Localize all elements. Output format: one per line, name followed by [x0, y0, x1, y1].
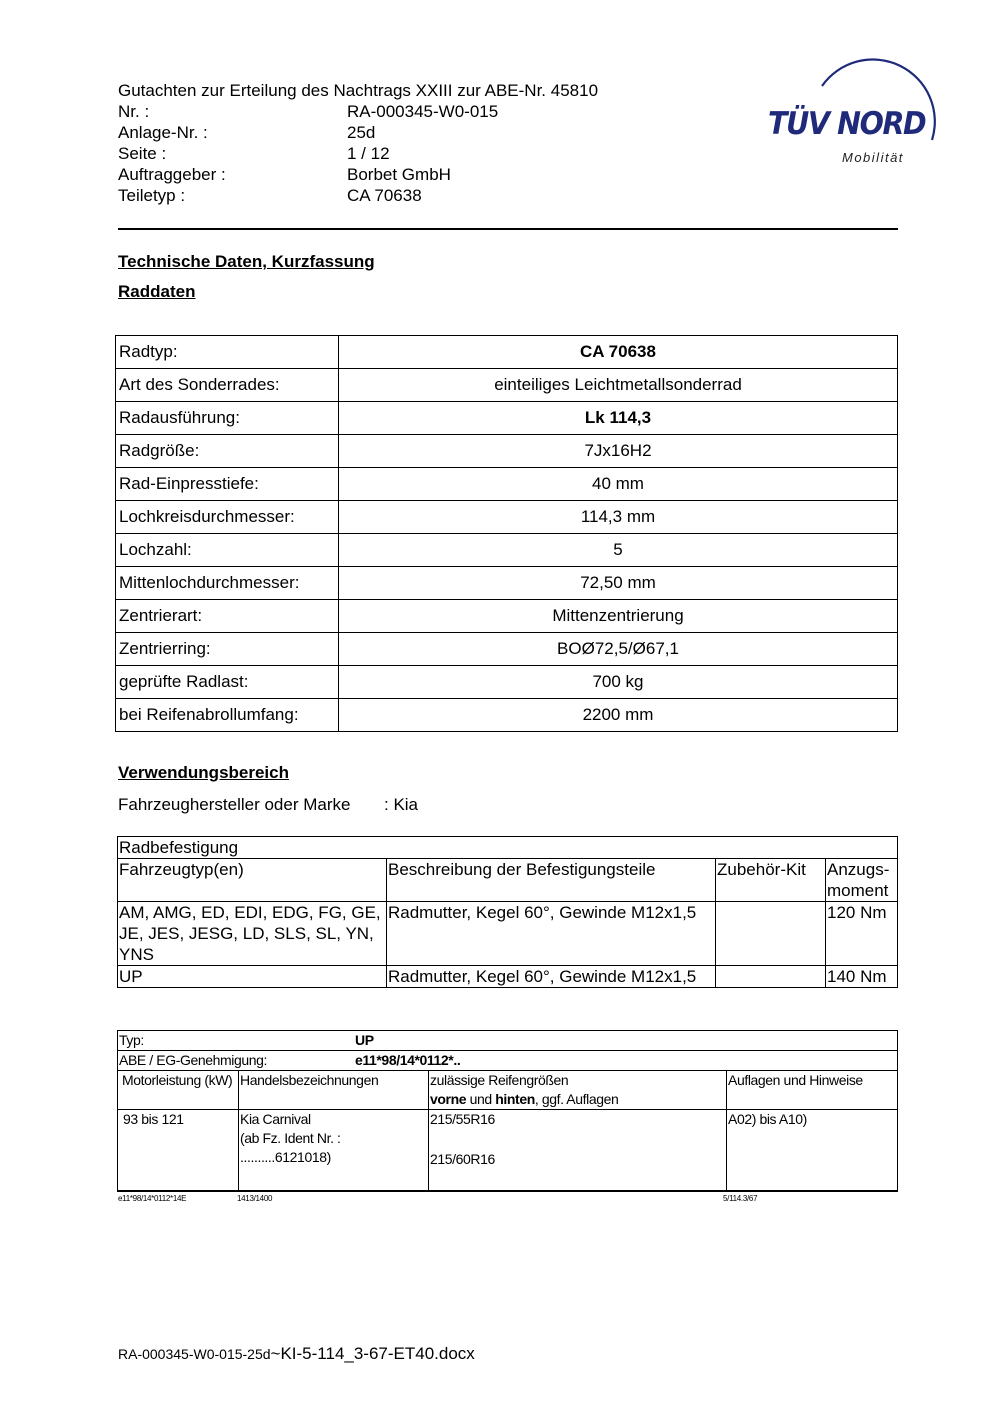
column-header: Anzugs-moment: [826, 859, 898, 902]
header-value: 1 / 12: [347, 144, 390, 163]
footer-filename: ~KI-5-114_3-67-ET40.docx: [270, 1344, 475, 1363]
table-footnote: 5/114.3/67: [723, 1194, 758, 1203]
row-label: bei Reifenabrollumfang:: [116, 699, 339, 732]
cell-kit: [716, 966, 826, 988]
row-label: geprüfte Radlast:: [116, 666, 339, 699]
cell-power: 93 bis 121: [118, 1110, 239, 1192]
maker-value: : Kia: [384, 795, 419, 814]
tyre-spacer: [430, 1129, 725, 1150]
table-footnote: 1413/1400: [237, 1194, 273, 1203]
table-row: [116, 633, 898, 666]
tyre-size: 215/60R16: [430, 1151, 495, 1167]
row-value: BOØ72,5/Ø67,1: [339, 633, 898, 666]
cell-names: [239, 1110, 429, 1192]
row-value: 40 mm: [339, 468, 898, 501]
header-key: Seite :: [118, 144, 167, 163]
footer-doc-id: RA-000345-W0-015-25d: [118, 1346, 271, 1362]
column-header: Auflagen und Hinweise: [727, 1071, 898, 1110]
tyres-sub-front: vorne: [430, 1091, 467, 1107]
row-value: 7Jx16H2: [339, 435, 898, 468]
tyres-sub-note: , ggf. Auflagen: [534, 1091, 619, 1107]
cell-desc: Radmutter, Kegel 60°, Gewinde M12x1,5: [387, 902, 716, 966]
table-row: [116, 435, 898, 468]
name-line: ..........6121018): [240, 1149, 331, 1165]
table-row: [116, 534, 898, 567]
tyre-size: 215/55R16: [430, 1111, 495, 1127]
row-label: Art des Sonderrades:: [116, 369, 339, 402]
table-row: [116, 369, 898, 402]
table-row: [116, 501, 898, 534]
typ-table: [117, 1030, 898, 1192]
maker-label: Fahrzeughersteller oder Marke: [118, 795, 351, 814]
tyres-header: zulässige Reifengrößen: [430, 1072, 569, 1088]
column-header-tyres: [429, 1071, 727, 1110]
header-key: Anlage-Nr. :: [118, 123, 208, 142]
table-row: [118, 1051, 898, 1071]
cell-torque: 120 Nm: [826, 902, 898, 966]
typ-line: [118, 1031, 898, 1051]
header-divider: [118, 228, 898, 230]
row-value: 700 kg: [339, 666, 898, 699]
row-value: 114,3 mm: [339, 501, 898, 534]
row-value: einteiliges Leichtmetallsonderrad: [339, 369, 898, 402]
table-row: [116, 699, 898, 732]
typ-value: UP: [355, 1032, 374, 1048]
logo-brand: TÜV NORD: [768, 106, 926, 142]
row-label: Lochkreisdurchmesser:: [116, 501, 339, 534]
table-row: [118, 902, 898, 966]
table-row: [116, 567, 898, 600]
table-row: [116, 666, 898, 699]
row-label: Mittenlochdurchmesser:: [116, 567, 339, 600]
cell-kit: [716, 902, 826, 966]
column-header: Beschreibung der Befestigungsteile: [387, 859, 716, 902]
table-row: [116, 468, 898, 501]
maker-line: [118, 795, 419, 815]
table-row: [118, 837, 898, 859]
cell-notes: A02) bis A10): [727, 1110, 898, 1192]
header-key: Teiletyp :: [118, 186, 186, 205]
header-value: 25d: [347, 123, 376, 142]
column-header: Handelsbezeichnungen: [239, 1071, 429, 1110]
report-title: Gutachten zur Erteilung des Nachtrags XXIII zur ABE-Nr. 45810: [118, 81, 599, 100]
name-line: (ab Fz. Ident Nr. :: [240, 1130, 341, 1146]
header-key: Auftraggeber :: [118, 165, 226, 184]
section-title-verwendung: Verwendungsbereich: [118, 763, 289, 782]
row-value: 72,50 mm: [339, 567, 898, 600]
logo-subtitle: Mobilität: [842, 150, 904, 165]
table-title: Radbefestigung: [118, 837, 898, 859]
table-row: [116, 402, 898, 435]
row-value: Lk 114,3: [339, 402, 898, 435]
raddaten-table: [115, 335, 898, 732]
tyres-sub-and: und: [466, 1091, 496, 1107]
header-value: RA-000345-W0-015: [347, 102, 499, 121]
row-label: Lochzahl:: [116, 534, 339, 567]
row-value: 2200 mm: [339, 699, 898, 732]
abe-value: e11*98/14*0112*..: [355, 1052, 461, 1068]
tuv-nord-logo: [760, 58, 940, 173]
column-header: Fahrzeugtyp(en): [118, 859, 387, 902]
section-title-raddaten: Raddaten: [118, 282, 196, 301]
row-value: 5: [339, 534, 898, 567]
column-header: Zubehör-Kit: [716, 859, 826, 902]
cell-types: AM, AMG, ED, EDI, EDG, FG, GE, JE, JES, JESG, LD, SLS, SL, YN, YNS: [118, 902, 387, 966]
abe-label: ABE / EG-Genehmigung:: [119, 1052, 268, 1068]
table-header-row: [118, 1071, 898, 1110]
table-footnote: e11*98/14*0112*14E: [118, 1194, 187, 1203]
tyres-subheader: [430, 1090, 725, 1109]
row-label: Zentrierring:: [116, 633, 339, 666]
table-row: [118, 1110, 898, 1192]
table-row: [116, 600, 898, 633]
table-row: [116, 336, 898, 369]
header-value: Borbet GmbH: [347, 165, 451, 184]
header-key: Nr. :: [118, 102, 150, 121]
radbefestigung-table: [117, 836, 898, 988]
table-header-row: [118, 859, 898, 902]
tyres-sub-rear: hinten: [495, 1091, 535, 1107]
cell-tyres: [429, 1110, 727, 1192]
cell-torque: 140 Nm: [826, 966, 898, 988]
table-row: [118, 966, 898, 988]
page-footer: [118, 1344, 475, 1364]
cell-desc: Radmutter, Kegel 60°, Gewinde M12x1,5: [387, 966, 716, 988]
column-header: Motorleistung (kW): [118, 1071, 239, 1110]
row-label: Radausführung:: [116, 402, 339, 435]
typ-label: Typ:: [119, 1032, 144, 1048]
abe-line: [118, 1051, 898, 1071]
header-value: CA 70638: [347, 186, 422, 205]
table-row: [118, 1031, 898, 1051]
row-label: Rad-Einpresstiefe:: [116, 468, 339, 501]
section-title-tech: Technische Daten, Kurzfassung: [118, 252, 375, 271]
row-label: Radtyp:: [116, 336, 339, 369]
row-value: Mittenzentrierung: [339, 600, 898, 633]
row-label: Zentrierart:: [116, 600, 339, 633]
name-line: Kia Carnival: [240, 1111, 311, 1127]
row-label: Radgröße:: [116, 435, 339, 468]
cell-types: UP: [118, 966, 387, 988]
row-value: CA 70638: [339, 336, 898, 369]
